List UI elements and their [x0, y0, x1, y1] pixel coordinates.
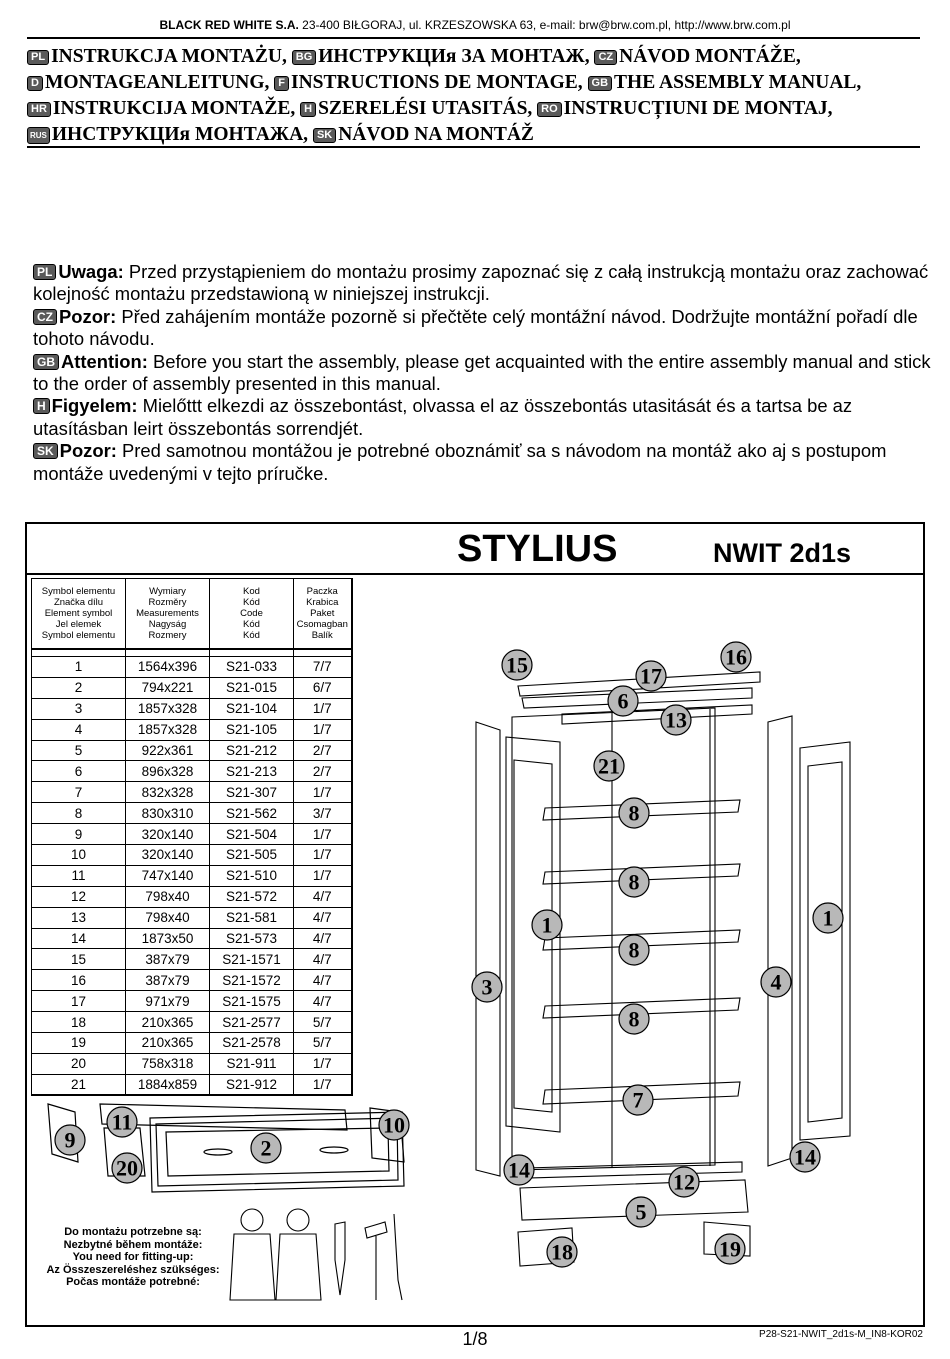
table-cell: 14 [32, 928, 126, 949]
table-cell: 21 [32, 1074, 126, 1095]
table-cell: 4/7 [294, 886, 352, 907]
table-cell: 896x328 [126, 761, 210, 782]
svg-text:5: 5 [635, 1199, 647, 1225]
table-cell: 830x310 [126, 803, 210, 824]
table-cell: 210x365 [126, 1033, 210, 1054]
table-cell: 8 [32, 803, 126, 824]
note-label: Figyelem: [51, 395, 138, 417]
table-cell: S21-573 [210, 928, 294, 949]
title-text: THE ASSEMBLY MANUAL, [614, 72, 862, 93]
svg-text:1: 1 [541, 912, 553, 938]
table-cell: 7/7 [294, 657, 352, 678]
language-tag: GB [588, 76, 613, 91]
callout-1 [532, 910, 562, 940]
svg-text:13: 13 [665, 707, 687, 733]
callout-7 [623, 1085, 653, 1115]
header-line: Paczka [306, 585, 338, 597]
table-cell: 17 [32, 991, 126, 1012]
note-text: Mielőttt elkezdi az összebontást, olvassa el az összebontás utasitását és a tartsa be az utasításban leirt összebontás sorrendjét. [33, 395, 853, 439]
callout-12 [669, 1167, 699, 1197]
svg-text:16: 16 [725, 644, 747, 670]
callout-17 [636, 661, 666, 691]
table-cell: 798x40 [126, 886, 210, 907]
title-text: ИНСТРУКЦИя ЗА МОНТАЖ, [318, 46, 590, 67]
callout-15 [502, 650, 532, 680]
callout-14 [790, 1142, 820, 1172]
table-cell: 19 [32, 1033, 126, 1054]
table-cell: 4/7 [294, 907, 352, 928]
table-cell: 16 [32, 970, 126, 991]
svg-text:20: 20 [116, 1155, 138, 1181]
cabinet-callouts [472, 642, 843, 1267]
page-number: 1/8 [462, 1329, 488, 1349]
callout-8 [619, 935, 649, 965]
table-cell: S21-505 [210, 845, 294, 866]
table-cell: 1/7 [294, 698, 352, 719]
language-tag: RUS [27, 127, 50, 144]
note-text: Przed przystąpieniem do montażu prosimy zapoznać się z całą instrukcją montażu oraz zachować kolejność montażu przedstawioną w niniejszej instrukcji. [33, 261, 929, 305]
callout-6 [608, 686, 638, 716]
table-cell: 1/7 [294, 1053, 352, 1074]
header-line: Nagyság [148, 618, 187, 630]
table-cell: S21-1575 [210, 991, 294, 1012]
language-tag: H [33, 398, 50, 414]
language-tag: H [300, 102, 316, 117]
svg-text:14: 14 [794, 1144, 816, 1170]
svg-text:19: 19 [719, 1236, 741, 1262]
product-model: NWIT 2d1s [713, 538, 852, 568]
table-cell: 1/7 [294, 782, 352, 803]
table-cell: S21-1572 [210, 970, 294, 991]
title-text: NÁVOD NA MONTÁŽ [338, 124, 534, 145]
svg-text:4: 4 [770, 969, 782, 995]
language-tag: SK [33, 443, 58, 459]
callout-20 [112, 1153, 142, 1183]
tools-line: Nezbytné během montáže: [63, 1238, 203, 1251]
table-cell: 1857x328 [126, 719, 210, 740]
table-cell: S21-2578 [210, 1033, 294, 1054]
language-tag: RO [537, 102, 562, 117]
table-cell: 4/7 [294, 928, 352, 949]
callout-16 [721, 642, 751, 672]
table-cell: 11 [32, 865, 126, 886]
header-line: Kód [243, 618, 260, 630]
document-code: P28-S21-NWIT_2d1s-M_IN8-KOR02 [759, 1329, 923, 1340]
header-line: Symbol elementu [41, 585, 116, 597]
table-cell: 1564x396 [126, 657, 210, 678]
table-cell: 4/7 [294, 991, 352, 1012]
table-cell: 9 [32, 824, 126, 845]
table-cell: S21-581 [210, 907, 294, 928]
svg-text:10: 10 [383, 1112, 405, 1138]
svg-text:14: 14 [508, 1157, 530, 1183]
header-line: Code [240, 607, 263, 619]
table-cell: 832x328 [126, 782, 210, 803]
header-line: Jel elemek [55, 618, 102, 630]
table-cell: 12 [32, 886, 126, 907]
svg-text:21: 21 [598, 753, 620, 779]
table-cell: 1/7 [294, 824, 352, 845]
table-cell: S21-033 [210, 657, 294, 678]
company-name: BLACK RED WHITE S.A. [159, 18, 299, 32]
table-cell: 2/7 [294, 761, 352, 782]
svg-text:7: 7 [632, 1087, 644, 1113]
title-text: MONTAGEANLEITUNG, [44, 72, 270, 93]
drawer-drawing [48, 1104, 404, 1192]
svg-text:9: 9 [64, 1127, 76, 1153]
cabinet-drawing [230, 672, 850, 1300]
table-cell: S21-504 [210, 824, 294, 845]
table-cell: 1857x328 [126, 698, 210, 719]
svg-text:6: 6 [617, 688, 629, 714]
table-cell: S21-572 [210, 886, 294, 907]
title-text: INSTRUKCJA MONTAŻU, [51, 46, 287, 67]
language-tag: F [274, 76, 289, 91]
header-line: Measurements [136, 607, 199, 619]
table-cell: 4/7 [294, 949, 352, 970]
callout-14 [504, 1155, 534, 1185]
table-cell: 922x361 [126, 740, 210, 761]
callout-5 [626, 1197, 656, 1227]
table-cell: 1 [32, 657, 126, 678]
callout-1 [813, 903, 843, 933]
table-cell: 1884x859 [126, 1074, 210, 1095]
company-address: 23-400 BIŁGORAJ, ul. KRZESZOWSKA 63, e-mail: brw@brw.com.pl, http://www.brw.com.pl [302, 18, 791, 32]
callout-3 [472, 972, 502, 1002]
header-line: Značka dílu [53, 596, 104, 608]
table-cell: 387x79 [126, 970, 210, 991]
header-line: Rozmery [148, 629, 187, 641]
title-text: INSTRUCȚIUNI DE MONTAJ, [563, 98, 833, 119]
callout-4 [761, 967, 791, 997]
table-cell: 320x140 [126, 824, 210, 845]
title-text: INSTRUKCIJA MONTAŽE, [52, 98, 296, 119]
language-tag: CZ [33, 309, 57, 325]
tools-needed [38, 1226, 228, 1289]
callout-13 [661, 705, 691, 735]
callout-2 [251, 1133, 281, 1163]
table-cell: 4/7 [294, 970, 352, 991]
callout-8 [619, 798, 649, 828]
tools-line: Do montażu potrzebne są: [64, 1226, 202, 1238]
table-cell: 18 [32, 1012, 126, 1033]
note-text: Before you start the assembly, please get acquainted with the entire assembly manual and stick to the order of assembly presented in this manual. [33, 350, 931, 395]
table-cell: 2 [32, 677, 126, 698]
header-line: Paket [310, 607, 335, 619]
header-line: Symbol elementu [41, 629, 116, 641]
table-cell: 320x140 [126, 845, 210, 866]
table-cell: 971x79 [126, 991, 210, 1012]
header-line: Wymiary [149, 585, 186, 597]
header-line: Kód [243, 629, 260, 641]
note-text: Pred samotnou montážou je potrebné oboznámiť sa s návodom na montáž ako aj s postupom montáže uvedenými v tejto príručke. [33, 440, 887, 484]
table-cell: 210x365 [126, 1012, 210, 1033]
table-cell: S21-1571 [210, 949, 294, 970]
table-cell: 6 [32, 761, 126, 782]
table-cell: 747x140 [126, 865, 210, 886]
callout-18 [547, 1237, 577, 1267]
note-label: Attention: [61, 350, 148, 372]
table-cell: 3 [32, 698, 126, 719]
language-tag: GB [33, 354, 59, 370]
table-cell: 758x318 [126, 1053, 210, 1074]
note-label: Pozor: [59, 440, 117, 462]
table-cell: S21-104 [210, 698, 294, 719]
table-cell: 1/7 [294, 845, 352, 866]
callout-10 [379, 1110, 409, 1140]
header-line: Element symbol [44, 607, 113, 619]
table-cell: 3/7 [294, 803, 352, 824]
title-text: SZERELÉSI UTASITÁS, [318, 98, 533, 119]
table-cell: 2/7 [294, 740, 352, 761]
table-cell: 4 [32, 719, 126, 740]
table-cell: 7 [32, 782, 126, 803]
table-cell: 5 [32, 740, 126, 761]
language-tag: HR [27, 102, 51, 117]
table-cell: 1/7 [294, 1074, 352, 1095]
table-cell: 794x221 [126, 677, 210, 698]
table-cell: 1/7 [294, 719, 352, 740]
table-cell: 15 [32, 949, 126, 970]
svg-text:15: 15 [506, 652, 528, 678]
tools-line: Az Összeszereléshez szükséges: [46, 1263, 220, 1276]
table-cell: 10 [32, 845, 126, 866]
table-cell: S21-015 [210, 677, 294, 698]
note-label: Uwaga: [58, 261, 124, 282]
header-line: Csomagban [296, 618, 348, 630]
table-cell: 20 [32, 1053, 126, 1074]
table-cell: S21-562 [210, 803, 294, 824]
svg-text:8: 8 [628, 1006, 640, 1032]
product-name: STYLIUS [457, 528, 618, 570]
callout-8 [619, 1004, 649, 1034]
header-line: Rozměry [148, 596, 187, 608]
table-cell: S21-912 [210, 1074, 294, 1095]
svg-text:18: 18 [551, 1239, 573, 1265]
callout-11 [107, 1107, 137, 1137]
table-cell: S21-510 [210, 865, 294, 886]
callout-21 [594, 751, 624, 781]
title-text: INSTRUCTIONS DE MONTAGE, [291, 72, 583, 93]
language-tag: D [27, 76, 43, 91]
language-tag: PL [33, 264, 56, 280]
callout-9 [55, 1125, 85, 1155]
svg-text:8: 8 [628, 937, 640, 963]
tools-line: Počas montáže potrebné: [66, 1276, 200, 1288]
table-cell: S21-212 [210, 740, 294, 761]
svg-text:3: 3 [481, 974, 493, 1000]
language-tag: PL [27, 50, 49, 65]
table-cell: 6/7 [294, 677, 352, 698]
table-cell: S21-911 [210, 1053, 294, 1074]
svg-text:8: 8 [628, 800, 640, 826]
table-cell: S21-213 [210, 761, 294, 782]
svg-text:12: 12 [673, 1169, 695, 1195]
svg-text:8: 8 [628, 869, 640, 895]
header-line: Balík [311, 629, 333, 641]
note-label: Pozor: [59, 305, 117, 327]
table-cell: S21-105 [210, 719, 294, 740]
language-tag: SK [313, 128, 336, 143]
table-cell: S21-307 [210, 782, 294, 803]
callout-19 [715, 1234, 745, 1264]
callout-8 [619, 867, 649, 897]
table-cell: 1873x50 [126, 928, 210, 949]
table-cell: 1/7 [294, 865, 352, 886]
svg-text:2: 2 [260, 1135, 272, 1161]
tools-line: You need for fitting-up: [72, 1251, 194, 1263]
table-cell: 387x79 [126, 949, 210, 970]
header-line: Kód [243, 596, 260, 608]
header-line: Kod [243, 585, 260, 597]
title-text: ИНСТРУКЦИя МОНТАЖА, [51, 124, 309, 145]
table-cell: 13 [32, 907, 126, 928]
svg-text:17: 17 [640, 663, 662, 689]
language-tag: BG [292, 50, 317, 65]
note-text: Před zahájením montáže pozorně si přečtěte celý montážní návod. Dodržujte montážní pořadí dle tohoto návodu. [33, 305, 918, 350]
language-tag: CZ [594, 50, 617, 65]
svg-text:11: 11 [111, 1109, 133, 1135]
table-cell: S21-2577 [210, 1012, 294, 1033]
table-cell: 5/7 [294, 1033, 352, 1054]
table-cell: 798x40 [126, 907, 210, 928]
svg-text:1: 1 [822, 905, 834, 931]
table-cell: 5/7 [294, 1012, 352, 1033]
header-line: Krabica [306, 596, 339, 608]
title-text: NÁVOD MONTÁŽE, [619, 46, 801, 67]
